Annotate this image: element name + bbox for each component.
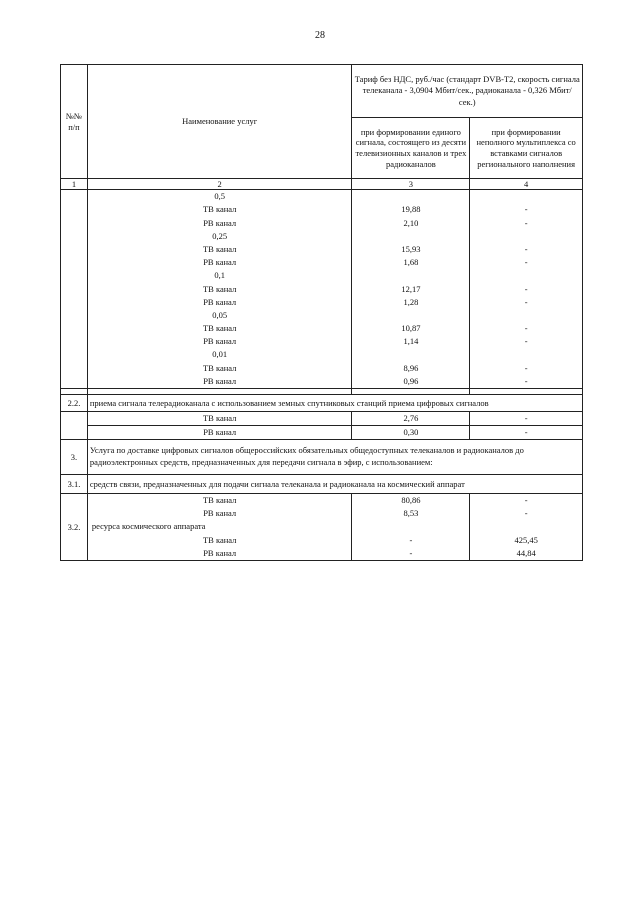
value-cell: -: [524, 362, 528, 373]
header-col-name: Наименование услуг: [87, 65, 352, 179]
list-item: РВ канал: [203, 508, 237, 519]
value-cell: -: [524, 217, 528, 228]
value-cell: -: [524, 508, 528, 519]
empty-num-cell: [61, 412, 88, 440]
section-3-2-block: [61, 494, 583, 561]
value-cell: 0,30: [352, 426, 470, 440]
header-row-top: [61, 65, 583, 118]
list-item: РВ канал: [203, 336, 237, 347]
value-cell: [472, 348, 580, 361]
section-2-2-title-row: [61, 395, 583, 412]
continuation-labels: [87, 190, 352, 389]
header-col-num: №№ п/п: [61, 65, 88, 179]
list-item: ТВ канал: [202, 323, 237, 334]
header-sub-col3: при формировании единого сигнала, состоящего из десяти телевизионных каналов и трех радиоканалов: [352, 118, 470, 179]
section-title: Услуга по доставке цифровых сигналов общероссийских обязательных общедоступных телеканалов и радиоканалов до радиоэлектронных средств, предназначенных для передачи сигнала в эфир, с использованием:: [87, 440, 582, 475]
value-cell: [354, 309, 467, 322]
value-cell: -: [524, 336, 528, 347]
section-3-2-labels: [87, 494, 352, 561]
list-item: РВ канал: [203, 217, 237, 228]
value-cell: -: [524, 204, 528, 215]
section-3-1-row: [61, 475, 583, 494]
value-cell: 80,86: [401, 495, 421, 505]
value-cell: 2,76: [352, 412, 470, 426]
value-cell: 12,17: [401, 283, 421, 294]
value-cell: 1,28: [403, 296, 419, 307]
value-cell: 2,10: [403, 217, 419, 228]
value-cell: -: [524, 296, 528, 307]
page-number: 28: [315, 30, 325, 41]
column-number: 1: [61, 179, 88, 190]
list-item: ТВ канал: [202, 534, 237, 545]
header-tariff-title: Тариф без НДС, руб./час (стандарт DVB-T2, скорость сигнала телеканала - 3,0904 Мбит/сек., радиоканала - 0,326 Мбит/сек.): [352, 65, 583, 118]
value-cell: [472, 309, 580, 322]
section-number: 3.: [61, 440, 88, 475]
column-number: 3: [352, 179, 470, 190]
value-cell: [472, 520, 580, 533]
list-item: ресурса космического аппарата: [91, 521, 206, 532]
row-label: ТВ канал: [87, 412, 352, 426]
section-3-2-col4: [470, 494, 583, 561]
list-item: ТВ канал: [202, 362, 237, 373]
column-number: 4: [470, 179, 583, 190]
value-cell: -: [524, 323, 528, 334]
list-item: 0,01: [212, 349, 228, 360]
list-item: ТВ канал: [202, 495, 237, 505]
empty-num-cell: [61, 190, 88, 389]
list-item: 0,25: [212, 230, 228, 241]
section-title: приема сигнала телерадиоканала с использованием земных спутниковых станций приема цифровых сигналов: [87, 395, 582, 412]
value-cell: [354, 269, 467, 282]
list-item: 0,5: [214, 191, 225, 202]
value-cell: -: [409, 547, 413, 558]
value-cell: 44,84: [516, 547, 536, 558]
section-number: 2.2.: [61, 395, 88, 412]
column-number: 2: [87, 179, 352, 190]
list-item: РВ канал: [203, 296, 237, 307]
section-number: 3.1.: [61, 475, 88, 494]
list-item: РВ канал: [203, 257, 237, 268]
list-item: ТВ канал: [202, 204, 237, 215]
list-item: РВ канал: [203, 375, 237, 386]
column-number-row: [61, 179, 583, 190]
value-cell: [472, 190, 580, 203]
list-item: РВ канал: [203, 547, 237, 558]
list-item: 0,05: [212, 309, 228, 320]
value-cell: [354, 348, 467, 361]
value-cell: 8,53: [403, 508, 419, 519]
value-cell: -: [470, 412, 583, 426]
value-cell: 1,14: [403, 336, 419, 347]
value-cell: 1,68: [403, 257, 419, 268]
section-3-row: [61, 440, 583, 475]
continuation-col3: [352, 190, 470, 389]
value-cell: -: [470, 426, 583, 440]
value-cell: -: [524, 283, 528, 294]
section-title: средств связи, предназначенных для подачи сигнала телеканала и радиоканала на космический аппарат: [87, 475, 582, 494]
value-cell: -: [524, 375, 528, 386]
value-cell: 8,96: [403, 362, 419, 373]
value-cell: 425,45: [514, 534, 538, 545]
value-cell: -: [409, 534, 413, 545]
row-label: РВ канал: [87, 426, 352, 440]
section-3-2-col3: [352, 494, 470, 561]
value-cell: -: [524, 257, 528, 268]
value-cell: [472, 269, 580, 282]
value-cell: [472, 230, 580, 243]
value-cell: [354, 520, 467, 533]
tariff-table: [60, 64, 583, 561]
value-cell: 10,87: [401, 323, 421, 334]
value-cell: -: [524, 243, 528, 254]
value-cell: 0,96: [403, 375, 419, 386]
table-row: [61, 412, 583, 426]
header-sub-col4: при формировании неполного мультиплекса со вставками сигналов регионального наполнения: [470, 118, 583, 179]
list-item: ТВ канал: [202, 243, 237, 254]
section-number: 3.2.: [61, 494, 88, 561]
value-cell: 19,88: [401, 204, 421, 215]
value-cell: 15,93: [401, 243, 421, 254]
table-row: [61, 426, 583, 440]
continuation-block: [61, 190, 583, 389]
list-item: 0,1: [214, 270, 225, 281]
list-item: ТВ канал: [202, 283, 237, 294]
value-cell: -: [524, 495, 528, 505]
value-cell: [354, 190, 467, 203]
continuation-col4: [470, 190, 583, 389]
value-cell: [354, 230, 467, 243]
